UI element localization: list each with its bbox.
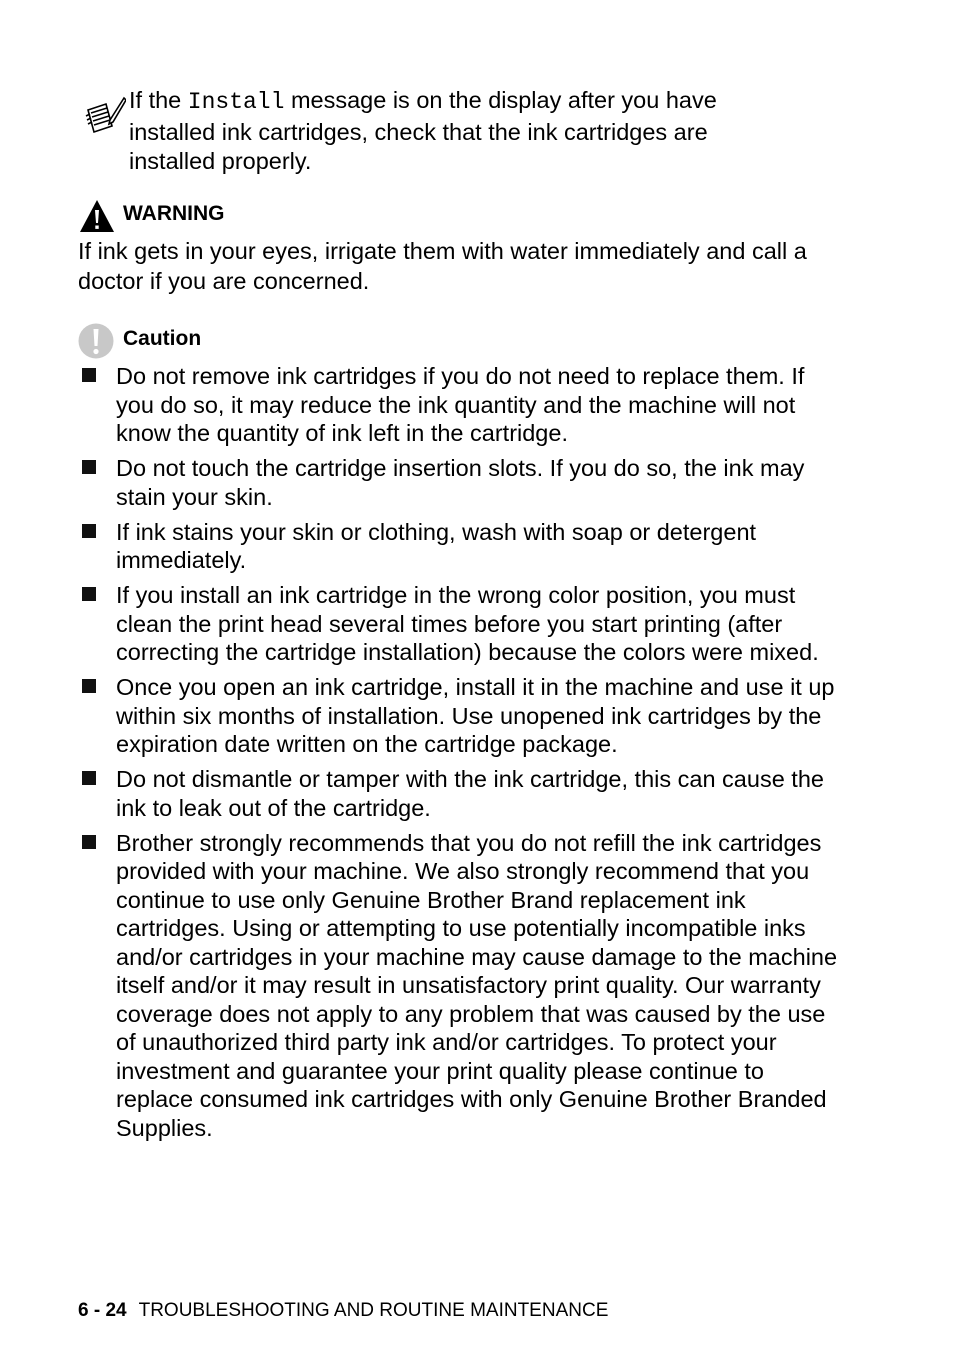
bullet-square-icon [82, 771, 96, 785]
bullet-square-icon [82, 679, 96, 693]
list-item-text: Once you open an ink cartridge, install it in the machine and use it up within six months of installation. Use unopened ink cartridges by the expiration date written on the cartridge package. [116, 674, 835, 757]
caution-list [80, 362, 840, 1149]
list-item [80, 765, 840, 822]
warning-triangle-icon [78, 198, 116, 234]
warning-text: If ink gets in your eyes, irrigate them with water immediately and call a doctor if you are concerned. [78, 238, 807, 294]
list-item [80, 829, 840, 1143]
list-item-text: If ink stains your skin or clothing, wash with soap or detergent immediately. [116, 518, 757, 573]
list-item [80, 362, 840, 448]
list-item [80, 518, 840, 575]
warning-title: WARNING [123, 202, 225, 225]
bullet-square-icon [82, 460, 96, 474]
list-item-text: Brother strongly recommends that you do not refill the ink cartridges provided with your machine. We also strongly recommend that you continue to use only Genuine Brother Brand replacement ink cartridges. Using or attempting to use potentially incompatible inks and/or cartridges in your machine may cause damage to the machine itself and/or it may result in unsatisfactory print quality. Our warranty coverage does not apply to any problem that was caused by the use of unauthorized third party ink and/or cartridges. To protect your investment and guarantee your print quality please continue to replace consumed ink cartridges with only Genuine Brother Branded Supplies. [116, 829, 838, 1141]
list-item-text: Do not dismantle or tamper with the ink cartridge, this can cause the ink to leak out of the cartridge. [116, 766, 824, 821]
bullet-square-icon [82, 524, 96, 538]
bullet-square-icon [82, 835, 96, 849]
list-item [80, 454, 840, 511]
note-text [129, 86, 789, 177]
page-footer [78, 1300, 608, 1322]
note-text-before: If the [129, 87, 188, 113]
bullet-square-icon [82, 587, 96, 601]
note-pencil-icon [84, 94, 126, 136]
caution-exclamation-icon [78, 323, 114, 359]
list-item-text: Do not touch the cartridge insertion slots. If you do so, the ink may stain your skin. [116, 455, 805, 510]
note-text-after: message is on the display after you have installed ink cartridges, check that the ink cartridges are installed properly. [129, 87, 717, 174]
section-title: TROUBLESHOOTING AND ROUTINE MAINTENANCE [138, 1300, 609, 1321]
list-item [80, 673, 840, 759]
page-number: 6 - 24 [78, 1300, 127, 1321]
list-item [80, 581, 840, 667]
install-message-code: Install [187, 89, 285, 115]
bullet-square-icon [82, 368, 96, 382]
list-item-text: Do not remove ink cartridges if you do not need to replace them. If you do so, it may reduce the ink quantity and the machine will not know the quantity of ink left in the cartridge. [116, 363, 805, 446]
list-item-text: If you install an ink cartridge in the wrong color position, you must clean the print head several times before you start printing (after correcting the cartridge installation) because the colors were mixed. [116, 582, 819, 665]
caution-title: Caution [123, 327, 202, 350]
